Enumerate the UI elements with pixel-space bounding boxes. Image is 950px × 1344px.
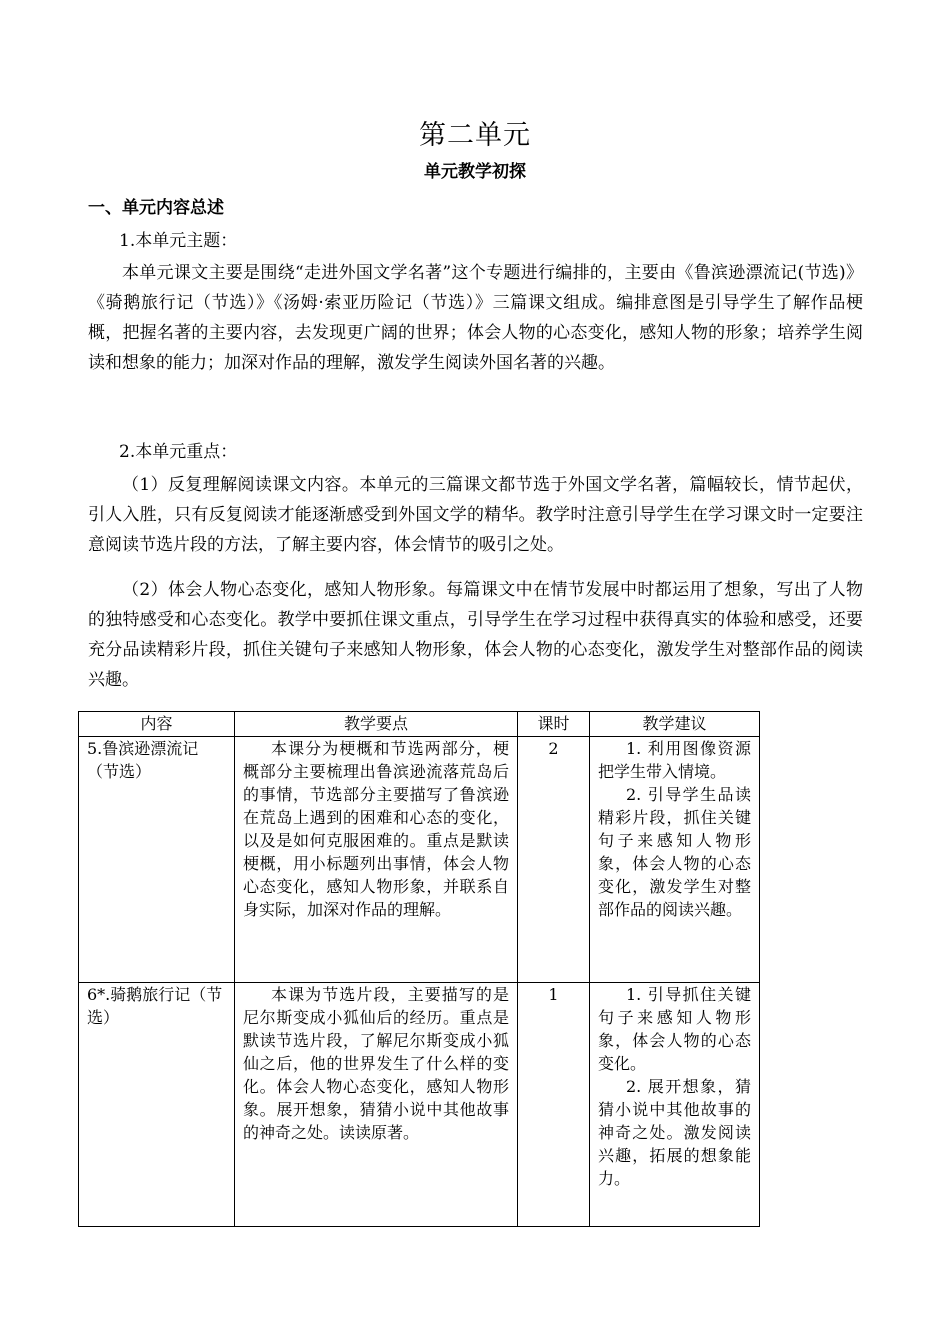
- unit-title: 第二单元: [419, 120, 531, 151]
- cell-hours: 2: [518, 737, 590, 983]
- cell-suggestions: [590, 983, 760, 1227]
- unit-subtitle: 单元教学初探: [424, 162, 526, 182]
- key-points-text: 本课为节选片段，主要描写的是尼尔斯变成小狐仙后的经历。重点是 默读节选片段，了解尼尔斯变成小狐仙之后，他的世界发生了什么样的变化。体会人物心态变化，感知人物形象。展开想象，猜猜小说中其他故事的神奇之处。读读原著。: [243, 985, 526, 1142]
- suggestion-item: 1. 引导抓住关键句子来感知人物形象，体会人物的心态变化。: [598, 985, 751, 1073]
- cell-hours: 1: [518, 983, 590, 1227]
- suggestion-item: 1. 利用图像资源把学生带入情境。: [598, 739, 751, 781]
- table-row: [79, 737, 760, 983]
- table-header-row: [79, 712, 760, 737]
- suggestion-item: 2. 展开想象，猜猜小说中其他故事的神奇之处。激发阅读兴趣，拓展的想象能力。: [598, 1077, 751, 1188]
- cell-key-points: [235, 737, 518, 983]
- cell-key-points: [235, 983, 526, 1227]
- point1-label: 1.本单元主题：: [119, 231, 238, 251]
- header-content: 内容: [79, 712, 235, 737]
- point2-item1: （1）反复理解阅读课文内容。本单元的三篇课文都节选于外国文学名著，篇幅较长，情节起伏，引人入胜，只有反复阅读才能逐渐感受到外国文学的精华。教学时注意引导学生在学习课文时一定要注意阅读节选片段的方法，了解主要内容，体会情节的吸引之处。: [88, 475, 863, 555]
- lesson-table: [78, 711, 760, 1227]
- cell-suggestions: [590, 737, 760, 983]
- point2-item2: （2）体会人物心态变化，感知人物形象。每篇课文中在情节发展中时都运用了想象，写出了人物的独特感受和心态变化。教学中要抓住课文重点，引导学生在学习过程中获得真实的体验和感受，还要充分品读精彩片段，抓住关键句子来感知人物形象，体会人物的心态变化，激发学生对整部作品的阅读兴趣。: [88, 580, 863, 690]
- key-points-text: 本课分为梗概和节选两部分，梗概部分主要梳理出鲁滨逊流落荒岛后的事情，节选部分主要描写了鲁滨逊在荒岛上遇到的困难和心态的变化，以及是如何克服困难的。重点是默读梗概，用小标题列出事情，体会人物心态变化，感知人物形象，并联系自身实际，加深对作品的理解。: [243, 739, 509, 919]
- table-row: [79, 983, 760, 1227]
- point1-paragraph: 本单元课文主要是围绕“走进外国文学名著”这个专题进行编排的，主要由《鲁滨逊漂流记(节选)》《骑鹅旅行记（节选）》《汤姆·索亚历险记（节选）》三篇课文组成。编排意图是引导学生了解作品梗概，把握名著的主要内容，去发现更广阔的世界；体会人物的心态变化，感知人物的形象；培养学生阅读和想象的能力；加深对作品的理解，激发学生阅读外国名著的兴趣。: [88, 263, 863, 373]
- header-hours: 课时: [518, 712, 590, 737]
- header-key-points: 教学要点: [235, 712, 518, 737]
- cell-content: 6*.骑鹅旅行记（节选）: [79, 983, 235, 1227]
- cell-content: 5.鲁滨逊漂流记（节选）: [79, 737, 235, 983]
- header-suggestions: 教学建议: [590, 712, 760, 737]
- section-heading: 一、单元内容总述: [88, 198, 224, 218]
- point2-label: 2.本单元重点：: [119, 442, 238, 462]
- suggestion-item: 2. 引导学生品读精彩片段，抓住关键句子来感知人物形象，体会人物的心态变化，激发学生对整部作品的阅读兴趣。: [598, 785, 751, 919]
